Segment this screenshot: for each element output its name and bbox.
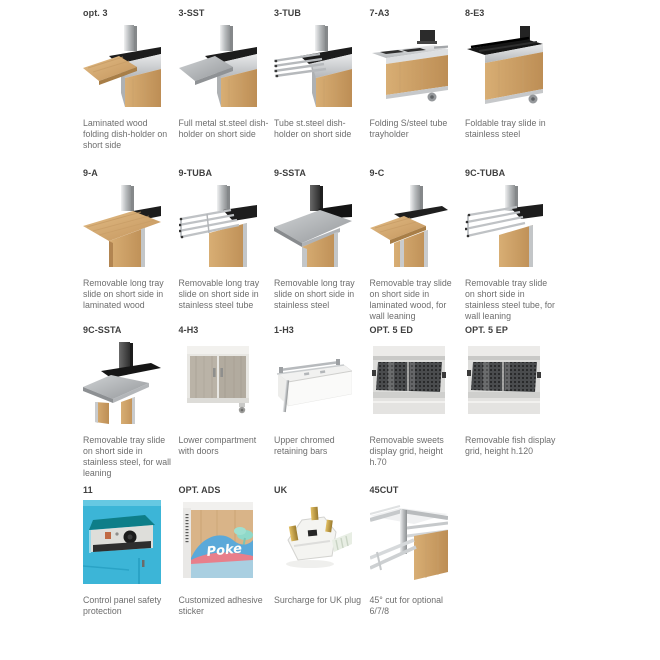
- product-code: OPT. ADS: [178, 485, 221, 495]
- sticker-text: Poke: [205, 541, 243, 560]
- product-description: Tube st.steel dish-holder on short side: [274, 118, 352, 139]
- product-card: [370, 168, 466, 325]
- control-panel-cover-image: [83, 500, 161, 584]
- corner-45-cut-image: [370, 500, 448, 584]
- product-card: [83, 8, 179, 168]
- product-card: [274, 325, 370, 485]
- wood-folding-dish-holder-image: [83, 23, 161, 107]
- product-description: Removable long tray slide on short side in laminated wood: [83, 278, 164, 310]
- tube-long-tray-slide-image: [179, 183, 257, 267]
- product-code: 9-SSTA: [274, 168, 306, 178]
- product-code: 9C-SSTA: [83, 325, 122, 335]
- wood-long-tray-slide-image: [83, 183, 161, 267]
- product-card: [370, 485, 466, 617]
- product-description: Foldable tray slide in stainless steel: [465, 118, 546, 139]
- sweets-display-grid-image: [370, 340, 448, 424]
- product-description: Folding S/steel tube trayholder: [369, 118, 448, 139]
- product-code: 7-A3: [369, 8, 390, 18]
- steel-long-tray-slide-image: [274, 183, 352, 267]
- product-code: 3-SST: [178, 8, 205, 18]
- product-code: UK: [274, 485, 288, 495]
- steel-tray-slide-wall-image: [83, 340, 161, 424]
- product-description: Full metal st.steel dish-holder on short side: [178, 118, 269, 139]
- product-description: Upper chromed retaining bars: [274, 435, 335, 456]
- product-card: [83, 168, 179, 325]
- product-card: [179, 485, 275, 617]
- product-code: 9C-TUBA: [465, 168, 506, 178]
- product-card: [179, 168, 275, 325]
- product-code: 8-E3: [465, 8, 485, 18]
- product-card: [179, 8, 275, 168]
- product-card: [370, 325, 466, 485]
- product-code: 3-TUB: [274, 8, 301, 18]
- fish-display-grid-image: [465, 340, 543, 424]
- product-description: Control panel safety protection: [83, 595, 162, 616]
- product-code: 9-C: [369, 168, 385, 178]
- foldable-tray-slide-image: [465, 23, 543, 107]
- tube-dish-holder-image: [274, 23, 352, 107]
- chromed-retaining-bars-image: [274, 340, 352, 424]
- product-description: Removable tray slide on short side in stainless steel, for wall leaning: [83, 435, 172, 478]
- product-code: OPT. 5 ED: [369, 325, 413, 335]
- product-description: Laminated wood folding dish-holder on short side: [83, 118, 168, 150]
- product-card: [370, 8, 466, 168]
- tube-tray-slide-wall-image: [465, 183, 543, 267]
- product-description: Customized adhesive sticker: [178, 595, 263, 616]
- product-description: Surcharge for UK plug: [274, 595, 362, 605]
- product-code: 9-A: [83, 168, 98, 178]
- lower-compartment-doors-image: [179, 340, 257, 424]
- product-code: 4-H3: [178, 325, 199, 335]
- product-description: Removable long tray slide on short side in stainless steel: [274, 278, 355, 310]
- steel-dish-holder-image: [179, 23, 257, 107]
- product-card: [465, 325, 561, 485]
- product-card: [465, 168, 561, 325]
- product-code: opt. 3: [83, 8, 108, 18]
- product-card: [274, 168, 370, 325]
- product-description: Removable fish display grid, height h.120: [465, 435, 556, 456]
- product-description: Lower compartment with doors: [178, 435, 257, 456]
- product-card: [83, 485, 179, 617]
- product-code: 1-H3: [274, 325, 294, 335]
- wood-tray-slide-wall-image: [370, 183, 448, 267]
- folding-tube-trayholder-image: [370, 23, 448, 107]
- product-code: 9-TUBA: [178, 168, 213, 178]
- product-description: Removable sweets display grid, height h.70: [369, 435, 444, 467]
- uk-plug-image: [274, 500, 352, 584]
- product-code: OPT. 5 EP: [465, 325, 508, 335]
- product-card: [83, 325, 179, 485]
- product-description: Removable long tray slide on short side in stainless steel tube: [178, 278, 260, 310]
- options-grid: [83, 8, 583, 617]
- product-card: [274, 8, 370, 168]
- product-description: 45° cut for optional 6/7/8: [369, 595, 443, 616]
- product-code: 11: [83, 485, 93, 495]
- product-code: 45CUT: [369, 485, 399, 495]
- product-card: [274, 485, 370, 617]
- product-card: [465, 8, 561, 168]
- adhesive-sticker-image: [179, 500, 257, 584]
- product-description: Removable tray slide on short side in laminated wood, for wall leaning: [369, 278, 452, 321]
- product-description: Removable tray slide on short side in stainless steel tube, for wall leaning: [465, 278, 555, 321]
- product-card: [179, 325, 275, 485]
